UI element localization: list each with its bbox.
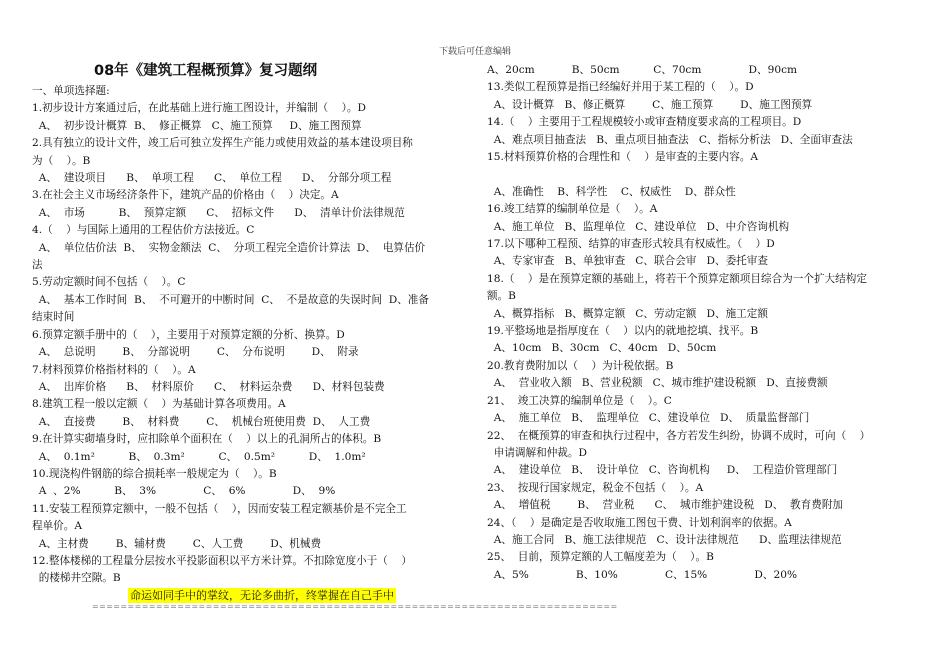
- text-line: A、主材费 B、辅材费 C、人工费 D、机械费: [32, 537, 322, 550]
- text-line: A、 初步设计概算 B、 修正概算 C、施工预算 D、施工图预算: [32, 119, 362, 132]
- text-line: 25、 目前，预算定额的人工幅度差为（ ）。B: [487, 551, 714, 564]
- divider-rule: ==========================================================================: [92, 602, 618, 611]
- text-line: 7.材料预算价格指材料的（ ）。A: [32, 363, 196, 376]
- text-line: A、 总说明 B、 分部说明 C、 分布说明 D、 附录: [32, 346, 359, 359]
- text-line: 21、 竣工决算的编制单位是（ ）。C: [487, 394, 672, 407]
- text-line: A、 基本工作时间 B、 不可避开的中断时间 C、 不是故意的失误时间 D、准备: [32, 293, 429, 306]
- text-line: 11.安装工程预算定额中，一般不包括（ ），因而安装工程定额基价是不完全工: [32, 502, 407, 515]
- text-line: 16.竣工结算的编制单位是（ ）。A: [487, 203, 658, 216]
- text-line: 申请调解和仲裁。D: [487, 446, 587, 459]
- text-line: 18.（ ）是在预算定额的基础上，将若干个预算定额项目综合为一个扩大结构定: [487, 272, 867, 285]
- left-question-list: [32, 83, 472, 588]
- text-line: A、 施工单位 B、 监理单位 C、建设单位 D、 质量监督部门: [487, 412, 810, 425]
- text-line: 22、 在概预算的审查和执行过程中，各方若发生纠纷，协调不成时，可向（ ）: [487, 429, 871, 442]
- text-line: 1.初步设计方案通过后，在此基础上进行施工图设计，并编制（ ）。D: [32, 102, 366, 115]
- text-line: A、 营业收入额 B、营业税额 C、城市维护建设税额 D、直接费额: [487, 377, 828, 390]
- text-line: 9.在计算实砌墙身时，应扣除单个面积在（ ）以上的孔洞所占的体积。B: [32, 433, 382, 446]
- text-line: 4.（ ）与国际上通用的工程估价方法接近。C: [32, 224, 255, 237]
- text-line: A、 建设单位 B、 设计单位 C、咨询机构 D、 工程造价管理部门: [487, 464, 838, 477]
- text-line: A、10cm B、30cm C、40cm D、50cm: [487, 342, 717, 355]
- text-line: 19.平整场地是指厚度在（ ）以内的就地挖填、找平。B: [487, 325, 759, 338]
- text-line: A、概算指标 B、概算定额 C、劳动定额 D、施工定额: [487, 307, 768, 320]
- text-line: 10.现浇构件钢筋的综合损耗率一般规定为（ ）。B: [32, 467, 277, 480]
- text-line: A、 出库价格 B、 材料原价 C、 材料运杂费 D、材料包装费: [32, 380, 385, 393]
- text-line: 13.类似工程预算是指已经编好并用于某工程的（ ）。D: [487, 81, 754, 94]
- text-line: A、施工单位 B、监理单位 C、建设单位 D、中介咨询机构: [487, 220, 790, 233]
- page-header: 下载后可任意编辑: [438, 47, 511, 57]
- text-line: 20.教育费附加以（ ）为计税依据。B: [487, 359, 674, 372]
- text-line: 结束时间: [32, 311, 75, 324]
- text-line: A、 建设项目 B、 单项工程 C、 单位工程 D、 分部分项工程: [32, 172, 392, 185]
- text-line: 程单价。A: [32, 520, 83, 533]
- text-line: A、难点项目抽查法 B、重点项目抽查法 C、指标分析法 D、全面审查法: [487, 133, 853, 146]
- text-line: [487, 166, 927, 183]
- text-line: 的楼梯井空隙。B: [32, 572, 121, 585]
- text-line: 23、 按现行国家规定，税金不包括（ ）。A: [487, 481, 704, 494]
- right-question-list: [487, 62, 927, 584]
- text-line: 3.在社会主义市场经济条件下，建筑产品的价格由（ ）决定。A: [32, 189, 339, 202]
- text-line: A、 直接费 B、 材料费 C、 机械台班使用费 D、 人工费: [32, 415, 371, 428]
- text-line: 2.具有独立的设计文件，竣工后可独立发挥生产能力或使用效益的基本建设项目称: [32, 137, 413, 150]
- text-line: 15.材料预算价格的合理性和（ ）是审查的主要内容。A: [487, 151, 759, 164]
- text-line: A、 单位估价法 B、 实物金额法 C、 分项工程完全造价计算法 D、 电算估价: [32, 241, 426, 254]
- text-line: A、20cm B、50cm C、70cm D、90cm: [487, 64, 798, 76]
- motto-banner: 命运如同手中的掌纹，无论多曲折，终掌握在自己手中: [130, 589, 394, 602]
- text-line: A、 增值税 B、 营业税 C、 城市维护建设税 D、 教育费附加: [487, 499, 844, 512]
- text-line: A、施工合同 B、施工法律规范 C、设计法律规范 D、监理法律规范: [487, 533, 842, 546]
- text-line: 12.整体楼梯的工程量分层按水平投影面积以平方米计算。不扣除宽度小于（ ）: [32, 554, 412, 567]
- text-line: 17.以下哪种工程预、结算的审查形式较具有权威性。（ ）D: [487, 238, 775, 251]
- text-line: 5.劳动定额时间不包括（ ）。C: [32, 276, 186, 289]
- text-line: 24、（ ）是确定是否收取施工图包干费、计划利润率的依据。A: [487, 516, 792, 529]
- text-line: A、 0.1m² B、 0.3m² C、 0.5m² D、 1.0m²: [32, 450, 366, 463]
- document-title: 08年《建筑工程概预算》复习题纲: [94, 63, 318, 79]
- text-line: A、准确性 B、科学性 C、权威性 D、群众性: [487, 185, 736, 198]
- text-line: 为（ ）。B: [32, 154, 91, 167]
- text-line: 6.预算定额手册中的（ ），主要用于对预算定额的分析、换算。D: [32, 328, 345, 341]
- text-line: 8.建筑工程一般以定额（ ）为基础计算各项费用。A: [32, 398, 286, 411]
- text-line: A 、2% B、 3% C、 6% D、 9%: [32, 485, 336, 498]
- left-column: [32, 62, 472, 588]
- text-line: A、 市场 B、 预算定额 C、 招标文件 D、 清单计价法律规范: [32, 206, 405, 219]
- text-line: 额。B: [487, 290, 516, 303]
- text-line: A、设计概算 B、修正概算 C、施工预算 D、施工图预算: [487, 98, 813, 111]
- text-line: 一、单项选择题:: [32, 85, 110, 97]
- text-line: A、专家审查 B、单独审查 C、联合会审 D、委托审查: [487, 255, 768, 268]
- text-line: A、5% B、10% C、15% D、20%: [487, 568, 798, 581]
- right-column: [487, 62, 927, 584]
- text-line: 法: [32, 259, 43, 272]
- text-line: 14.（ ）主要用于工程规模较小或审查精度要求高的工程项目。D: [487, 116, 802, 129]
